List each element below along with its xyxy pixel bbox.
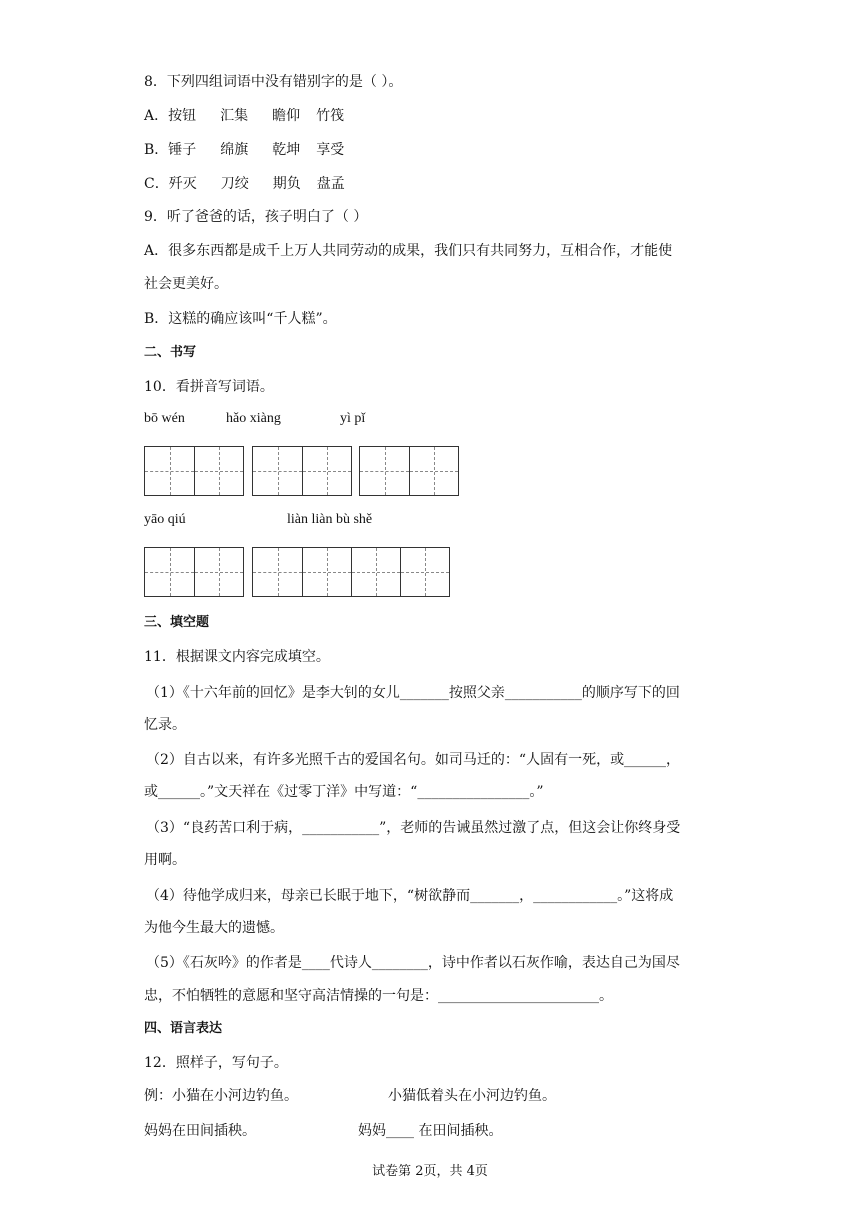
writing-cell[interactable] bbox=[194, 447, 243, 495]
pinyin-label: liàn liàn bù shě bbox=[287, 512, 373, 527]
q11-part5-line1: （5）《石灰吟》的作者是____代诗人________，诗中作者以石灰作喻，表达自己为国尽 bbox=[146, 955, 680, 971]
writing-cell[interactable] bbox=[302, 447, 351, 495]
option-word: 汇集 bbox=[220, 108, 249, 124]
section-heading-expression: 四、语言表达 bbox=[144, 1021, 223, 1036]
option-word: 绵旗 bbox=[220, 142, 249, 158]
writing-cell[interactable] bbox=[253, 548, 302, 596]
q12-task-left: 妈妈在田间插秧。 bbox=[144, 1123, 256, 1139]
writing-cell[interactable] bbox=[253, 447, 302, 495]
writing-cell[interactable] bbox=[400, 548, 449, 596]
q11-part3-line2: 用啊。 bbox=[144, 852, 186, 868]
option-word: 锤子 bbox=[168, 142, 197, 158]
q12-example-right: 小猫低着头在小河边钓鱼。 bbox=[388, 1088, 556, 1104]
q11-part3-line1: （3）“良药苦口利于病，___________”，老师的告诫虽然过激了点，但这会让你终身受 bbox=[146, 820, 681, 836]
option-label: A． bbox=[144, 108, 169, 124]
option-label: B． bbox=[144, 142, 169, 158]
q12-example-left: 例：小猫在小河边钓鱼。 bbox=[144, 1088, 298, 1104]
q8-stem: 8．下列四组词语中没有错别字的是（ ）。 bbox=[144, 74, 403, 90]
writing-grid[interactable] bbox=[252, 547, 450, 597]
page-footer: 试卷第 2页，共 4页 bbox=[372, 1164, 488, 1179]
q11-part1-line2: 忆录。 bbox=[144, 717, 186, 733]
q9-stem: 9．听了爸爸的话，孩子明白了（ ） bbox=[144, 209, 368, 225]
option-word: 期负 bbox=[272, 176, 301, 192]
writing-cell[interactable] bbox=[145, 447, 194, 495]
writing-grid[interactable] bbox=[359, 446, 459, 496]
q12-task-right: 妈妈____ 在田间插秧。 bbox=[358, 1123, 503, 1139]
pinyin-label: bō wén bbox=[144, 411, 185, 426]
q12-stem: 12．照样子，写句子。 bbox=[144, 1055, 288, 1071]
q8-option-a bbox=[144, 106, 344, 126]
writing-cell[interactable] bbox=[145, 548, 194, 596]
q8-option-b bbox=[144, 140, 344, 160]
option-word: 按钮 bbox=[168, 108, 197, 124]
option-word: 乾坤 bbox=[272, 142, 301, 158]
q11-part4-line2: 为他今生最大的遗憾。 bbox=[144, 920, 284, 936]
q11-stem: 11．根据课文内容完成填空。 bbox=[144, 649, 330, 665]
option-word: 刀绞 bbox=[220, 176, 249, 192]
writing-cell[interactable] bbox=[351, 548, 400, 596]
q11-part5-line2: 忠，不怕牺牲的意愿和坚守高洁情操的一句是：_______________________。 bbox=[144, 988, 613, 1004]
writing-grid[interactable] bbox=[144, 547, 244, 597]
writing-cell[interactable] bbox=[409, 447, 458, 495]
writing-cell[interactable] bbox=[302, 548, 351, 596]
option-label: C． bbox=[144, 176, 169, 192]
writing-grid[interactable] bbox=[252, 446, 352, 496]
option-word: 享受 bbox=[316, 142, 345, 158]
option-word: 瞻仰 bbox=[272, 108, 301, 124]
option-word: 盘孟 bbox=[316, 176, 345, 192]
pinyin-label: yāo qiú bbox=[144, 512, 186, 527]
q8-option-c bbox=[144, 174, 345, 194]
writing-grid[interactable] bbox=[144, 446, 244, 496]
option-word: 竹筏 bbox=[316, 108, 345, 124]
q10-stem: 10．看拼音写词语。 bbox=[144, 379, 274, 395]
pinyin-label: hǎo xiàng bbox=[226, 411, 281, 426]
pinyin-label: yì pǐ bbox=[340, 411, 366, 426]
q9-option-b: B．这糕的确应该叫“千人糕”。 bbox=[144, 311, 337, 327]
writing-cell[interactable] bbox=[194, 548, 243, 596]
q9-option-a-line2: 社会更美好。 bbox=[144, 276, 228, 292]
q11-part2-line2: 或______。”文天祥在《过零丁洋》中写道：“________________。” bbox=[144, 784, 544, 800]
q11-part1-line1: （1）《十六年前的回忆》是李大钊的女儿_______按照父亲___________的顺序写下的回 bbox=[146, 685, 680, 701]
q11-part2-line1: （2）自古以来，有许多光照千古的爱国名句。如司马迁的：“人固有一死，或______， bbox=[146, 752, 681, 768]
writing-cell[interactable] bbox=[360, 447, 409, 495]
option-word: 歼灭 bbox=[168, 176, 197, 192]
section-heading-fill-in: 三、填空题 bbox=[144, 615, 210, 630]
q11-part4-line1: （4）待他学成归来，母亲已长眠于地下，“树欲静而_______，____________。”这将成 bbox=[146, 888, 674, 904]
section-heading-writing: 二、书写 bbox=[144, 345, 197, 360]
q9-option-a-line1: A．很多东西都是成千上万人共同劳动的成果，我们只有共同努力，互相合作，才能使 bbox=[144, 243, 673, 259]
